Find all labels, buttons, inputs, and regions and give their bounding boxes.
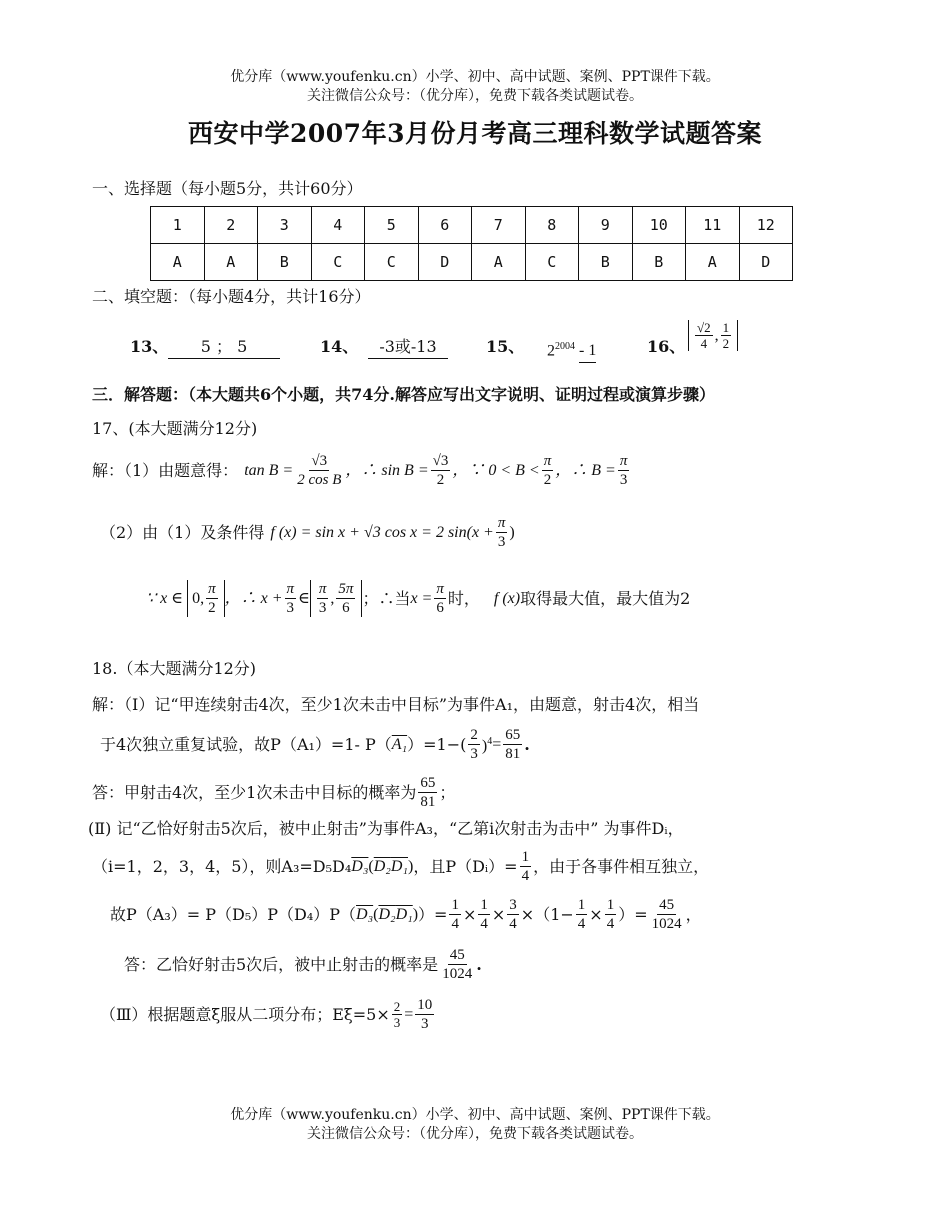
answer-table-number-cell: 12 [739, 207, 793, 244]
footer-line-2: 关注微信公众号：（优分库），免费下载各类试题试卷。 [307, 1126, 643, 1142]
section1-heading: 一、选择题（每小题5分，共计60分） [92, 179, 363, 198]
answer-table-answer-cell: C [365, 244, 419, 281]
answer-table-number-cell: 3 [258, 207, 312, 244]
q17-part1: 解：（1）由题意得： tan B = $\frac{√3}{\text{2 cos B}}$ ，∴ sin B = $\frac{√3}{2}$ ，∵ 0 < B < $\frac{\pi}{2}$ ，∴ B = $\frac{\pi}{3}$ [92, 453, 628, 488]
answer-table-number-cell: 5 [365, 207, 419, 244]
q17-title: 17、(本大题满分12分) [92, 419, 258, 438]
q17-part2: （2）由（1）及条件得 f (x) = sin x + √3 cos x = 2 sin(x + $\frac{\pi}{3}$ ) [100, 515, 515, 550]
fill-q16-label: 16、 [647, 337, 686, 356]
answer-table-number-cell: 11 [686, 207, 740, 244]
answer-table-number-cell: 7 [472, 207, 526, 244]
page-title: 西安中学2007年3月份月考高三理科数学试题答案 [188, 119, 762, 148]
q18-answer2: 答：乙恰好射击5次后，被中止射击的概率是 $\frac{45}{1024}$ . [124, 947, 482, 982]
q17-part3: ∵ x ∈ 0, $\frac{\pi}{2}$ ，∴ x + $\frac{\pi}{3}$ ∈ $\frac{\pi}{3}$ , $\frac{5\pi}{6}$ ；∴当 x = $\frac{\pi}{6}$ 时， f (x) 取得最大值，最大值为2 [146, 581, 691, 616]
fill-q13-label: 13、 [130, 337, 169, 356]
answer-table-number-cell: 6 [418, 207, 472, 244]
section2-heading: 二、填空题：（每小题4分，共计16分） [92, 287, 371, 306]
q18-answer1: 答：甲射击4次，至少1次未击中目标的概率为 $\frac{65}{81}$ ； [92, 775, 456, 810]
fill-q13-answer: 5 ； 5 [168, 336, 280, 359]
q18-part2-line2: （i=1，2，3，4，5），则A₃=D₅D₄ D₃ ( D₂ D₁ ) ，且P（Dᵢ）= $\frac{1}{4}$ ，由于各事件相互独立， [92, 849, 710, 884]
answer-table-answer-cell: B [579, 244, 633, 281]
answer-table-number-cell: 2 [204, 207, 258, 244]
answer-table-answer-cell: A [472, 244, 526, 281]
answer-table-number-cell: 10 [632, 207, 686, 244]
header-line-2: 关注微信公众号：（优分库），免费下载各类试题试卷。 [307, 88, 643, 104]
answer-table [150, 206, 793, 281]
answer-table-answer-cell: D [418, 244, 472, 281]
q18-part1-line1: 解：（Ⅰ）记“甲连续射击4次，至少1次未击中目标”为事件A₁，由题意，射击4次，相当 [92, 695, 700, 714]
answer-table-answer-cell: B [632, 244, 686, 281]
answer-table-number-cell: 9 [579, 207, 633, 244]
fill-q16-answer: $\frac{√2}{4}$ , $\frac{1}{2}$ [688, 320, 738, 351]
q18-part1-line2: 于4次独立重复试验，故P（A₁）=1- P（ A₁ ）=1−( $\frac{2}{3}$ )$^4$ = $\frac{65}{81}$ . [100, 727, 530, 762]
answer-table-number-cell: 8 [525, 207, 579, 244]
answer-table-answers-row [151, 244, 793, 281]
answer-table-answer-cell: C [311, 244, 365, 281]
fill-q14-answer: -3或-13 [368, 336, 448, 359]
fill-q14-label: 14、 [320, 337, 359, 356]
answer-table-answer-cell: C [525, 244, 579, 281]
q18-part2-line1: (Ⅱ) 记“乙恰好射击5次后，被中止射击”为事件A₃，“乙第i次射击为击中” 为事件Dᵢ， [88, 819, 684, 838]
section3-heading: 三．解答题：（本大题共6个小题，共74分.解答应写出文字说明、证明过程或演算步骤） [92, 385, 715, 404]
footer-line-1: 优分库（www.youfenku.cn）小学、初中、高中试题、案例、PPT课件下载。 [230, 1107, 720, 1123]
header-line-1: 优分库（www.youfenku.cn）小学、初中、高中试题、案例、PPT课件下载。 [230, 69, 720, 85]
q18-part3: （Ⅲ）根据题意ξ服从二项分布；Eξ=5× $\frac{2}{3}$ = $\frac{10}{3}$ [100, 997, 433, 1032]
answer-table-number-cell: 4 [311, 207, 365, 244]
answer-table-answer-cell: B [258, 244, 312, 281]
answer-table-answer-cell: A [686, 244, 740, 281]
q18-part2-line3: 故P（A₃）= P（D₅）P（D₄）P（ D₃ ( D₂ D₁ ) ）= $\frac{1}{4}$ × $\frac{1}{4}$ × $\frac{3}{4}$ × （1− $\frac{1}{4}$ × $\frac{1}{4}$ ）= $\frac{45}{1024}$ ， [110, 897, 702, 932]
answer-table-answer-cell: A [204, 244, 258, 281]
answer-table-number-cell: 1 [151, 207, 205, 244]
q18-title: 18.（本大题满分12分) [92, 659, 257, 678]
fill-q15-label: 15、 [486, 337, 525, 356]
answer-table-answer-cell: D [739, 244, 793, 281]
fill-q15-answer: $2^{2004} - 1$ [547, 336, 596, 363]
answer-table-numbers-row [151, 207, 793, 244]
answer-table-answer-cell: A [151, 244, 205, 281]
